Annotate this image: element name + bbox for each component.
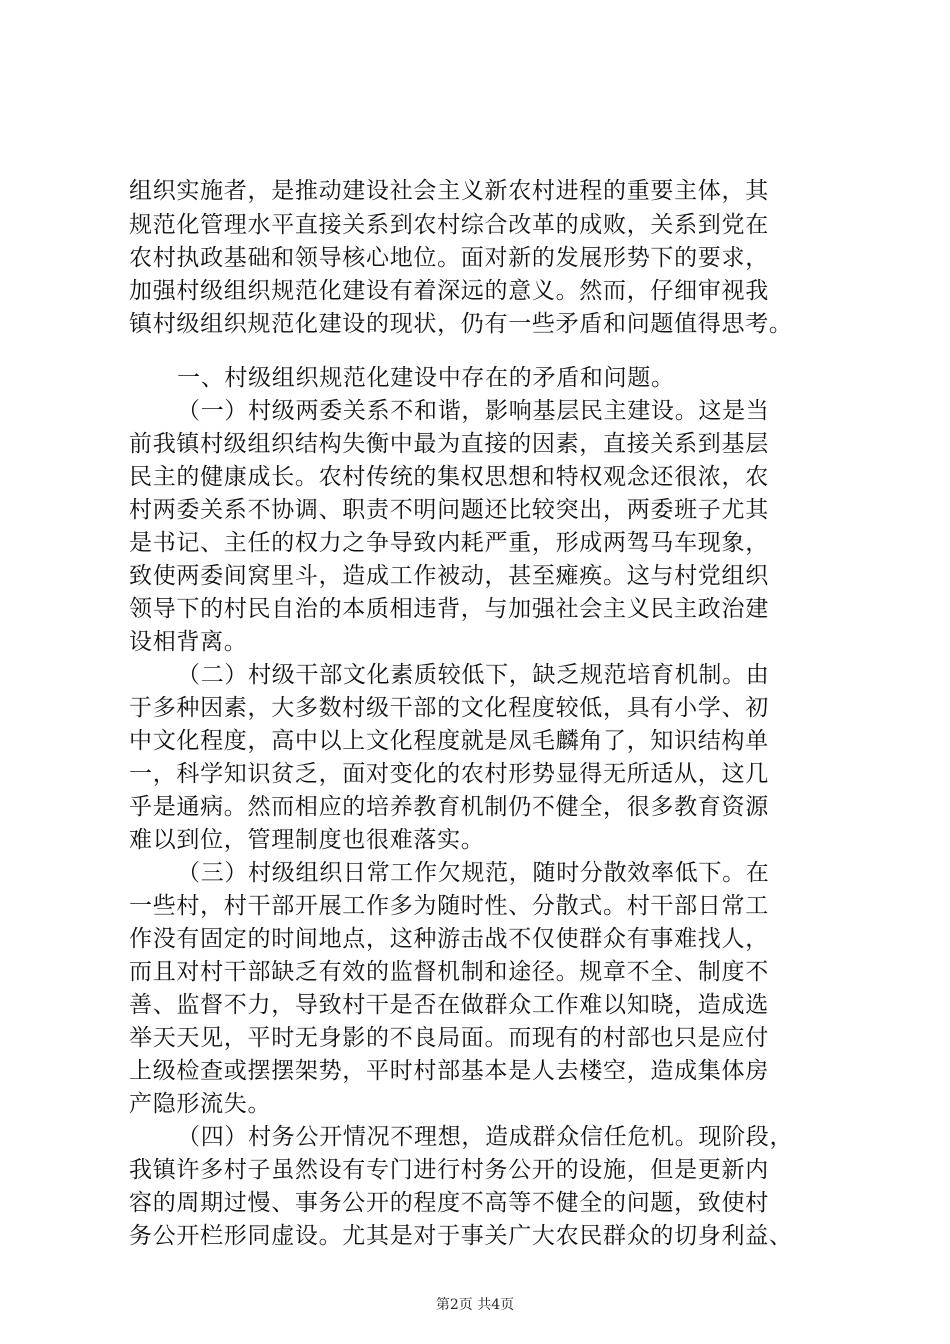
paragraph-line: （四）村务公开情况不理想，造成群众信任危机。现阶段， [177, 1124, 794, 1150]
paragraph-line: （三）村级组织日常工作欠规范，随时分散效率低下。在 [177, 860, 770, 886]
paragraph-line: 设相背离。 [129, 629, 248, 655]
paragraph-line: 善、监督不力，导致村干是否在做群众工作难以知晓，造成选 [129, 992, 769, 1018]
paragraph-line: 举天天见，平时无身影的不良局面。而现有的村部也只是应付 [129, 1025, 769, 1051]
paragraph-line: 领导下的村民自治的本质相违背，与加强社会主义民主政治建 [129, 596, 769, 622]
paragraph-line: 加强村级组织规范化建设有着深远的意义。然而，仔细审视我 [129, 278, 769, 304]
paragraph-line: 中文化程度，高中以上文化程度就是凤毛麟角了，知识结构单 [129, 728, 769, 754]
paragraph-line: 镇村级组织规范化建设的现状，仍有一些矛盾和问题值得思考。 [129, 311, 793, 337]
page-number-footer: 第2页 共4页 [435, 1297, 515, 1313]
paragraph-line: 组织实施者，是推动建设社会主义新农村进程的重要主体，其 [129, 178, 769, 204]
paragraph-line: 作没有固定的时间地点，这种游击战不仅使群众有事难找人， [129, 926, 769, 952]
paragraph-line: 难以到位，管理制度也很难落实。 [129, 827, 485, 853]
paragraph-line: 民主的健康成长。农村传统的集权思想和特权观念还很浓，农 [129, 464, 769, 490]
paragraph-line: 于多种因素，大多数村级干部的文化程度较低，具有小学、初 [129, 695, 769, 721]
paragraph-line: 前我镇村级组织结构失衡中最为直接的因素，直接关系到基层 [129, 431, 769, 457]
paragraph-line: 容的周期过慢、事务公开的程度不高等不健全的问题，致使村 [129, 1190, 769, 1216]
paragraph-line: （一）村级两委关系不和谐，影响基层民主建设。这是当 [177, 398, 770, 424]
paragraph-line: 规范化管理水平直接关系到农村综合改革的成败，关系到党在 [129, 212, 769, 238]
paragraph-line: 乎是通病。然而相应的培养教育机制仍不健全，很多教育资源 [129, 794, 769, 820]
paragraph-line: 村两委关系不协调、职责不明问题还比较突出，两委班子尤其 [129, 497, 769, 523]
paragraph-line: 农村执政基础和领导核心地位。面对新的发展形势下的要求， [129, 245, 769, 271]
paragraph-line: 是书记、主任的权力之争导致内耗严重，形成两驾马车现象， [129, 530, 769, 556]
paragraph-line: 致使两委间窝里斗，造成工作被动，甚至瘫痪。这与村党组织 [129, 563, 769, 589]
paragraph-line: 一，科学知识贫乏，面对变化的农村形势显得无所适从，这几 [129, 761, 769, 787]
paragraph-line: 上级检查或摆摆架势，平时村部基本是人去楼空，造成集体房 [129, 1058, 769, 1084]
paragraph-line: 我镇许多村子虽然设有专门进行村务公开的设施，但是更新内 [129, 1157, 769, 1183]
paragraph-line: 而且对村干部缺乏有效的监督机制和途径。规章不全、制度不 [129, 959, 769, 985]
paragraph-line: （二）村级干部文化素质较低下，缺乏规范培育机制。由 [177, 662, 770, 688]
paragraph-line: 务公开栏形同虚设。尤其是对于事关广大农民群众的切身利益、 [129, 1223, 793, 1249]
section-heading: 一、村级组织规范化建设中存在的矛盾和问题。 [177, 365, 675, 391]
paragraph-line: 产隐形流失。 [129, 1091, 272, 1117]
paragraph-line: 一些村，村干部开展工作多为随时性、分散式。村干部日常工 [129, 893, 769, 919]
